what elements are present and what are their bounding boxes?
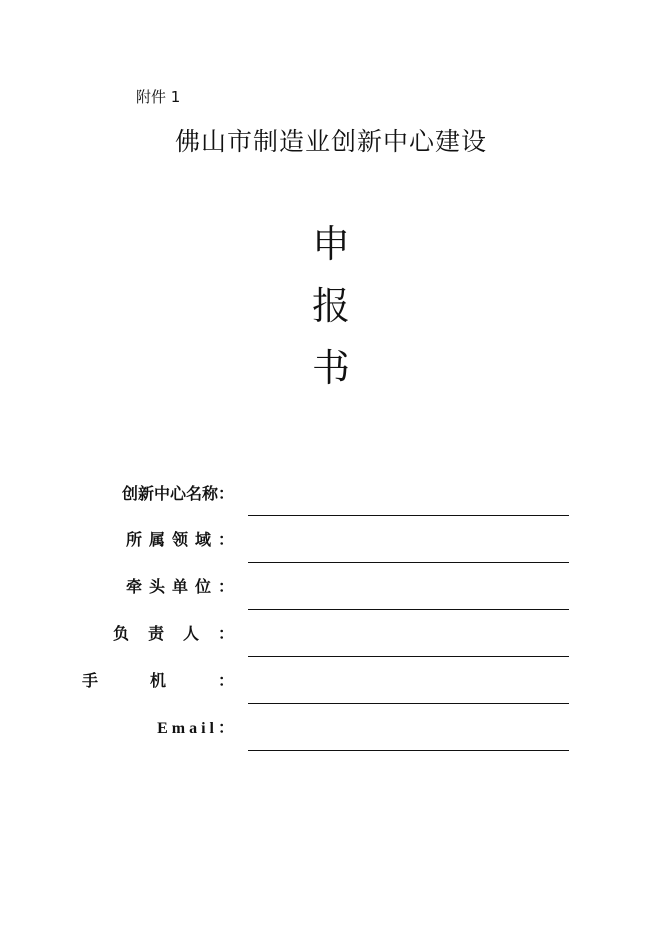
attachment-label: 附件 1 xyxy=(136,88,181,106)
field-line-mobile[interactable] xyxy=(248,703,569,704)
field-label-mobile: 手机： xyxy=(81,671,234,690)
field-line-domain[interactable] xyxy=(248,562,569,563)
field-label-domain: 所属领域： xyxy=(125,530,234,549)
field-label-center-name: 创新中心名称： xyxy=(121,484,234,503)
field-label-email: Email： xyxy=(157,718,234,737)
field-label-person-in-charge: 负责人： xyxy=(112,624,234,643)
title-char-shu: 书 xyxy=(311,346,350,390)
field-line-email[interactable] xyxy=(248,750,569,751)
field-line-lead-unit[interactable] xyxy=(248,609,569,610)
title-char-bao: 报 xyxy=(311,284,350,328)
document-title: 佛山市制造业创新中心建设 xyxy=(174,127,487,156)
field-line-person-in-charge[interactable] xyxy=(248,656,569,657)
title-char-shen: 申 xyxy=(311,222,350,266)
field-line-center-name[interactable] xyxy=(248,515,569,516)
field-label-lead-unit: 牵头单位： xyxy=(125,577,234,596)
